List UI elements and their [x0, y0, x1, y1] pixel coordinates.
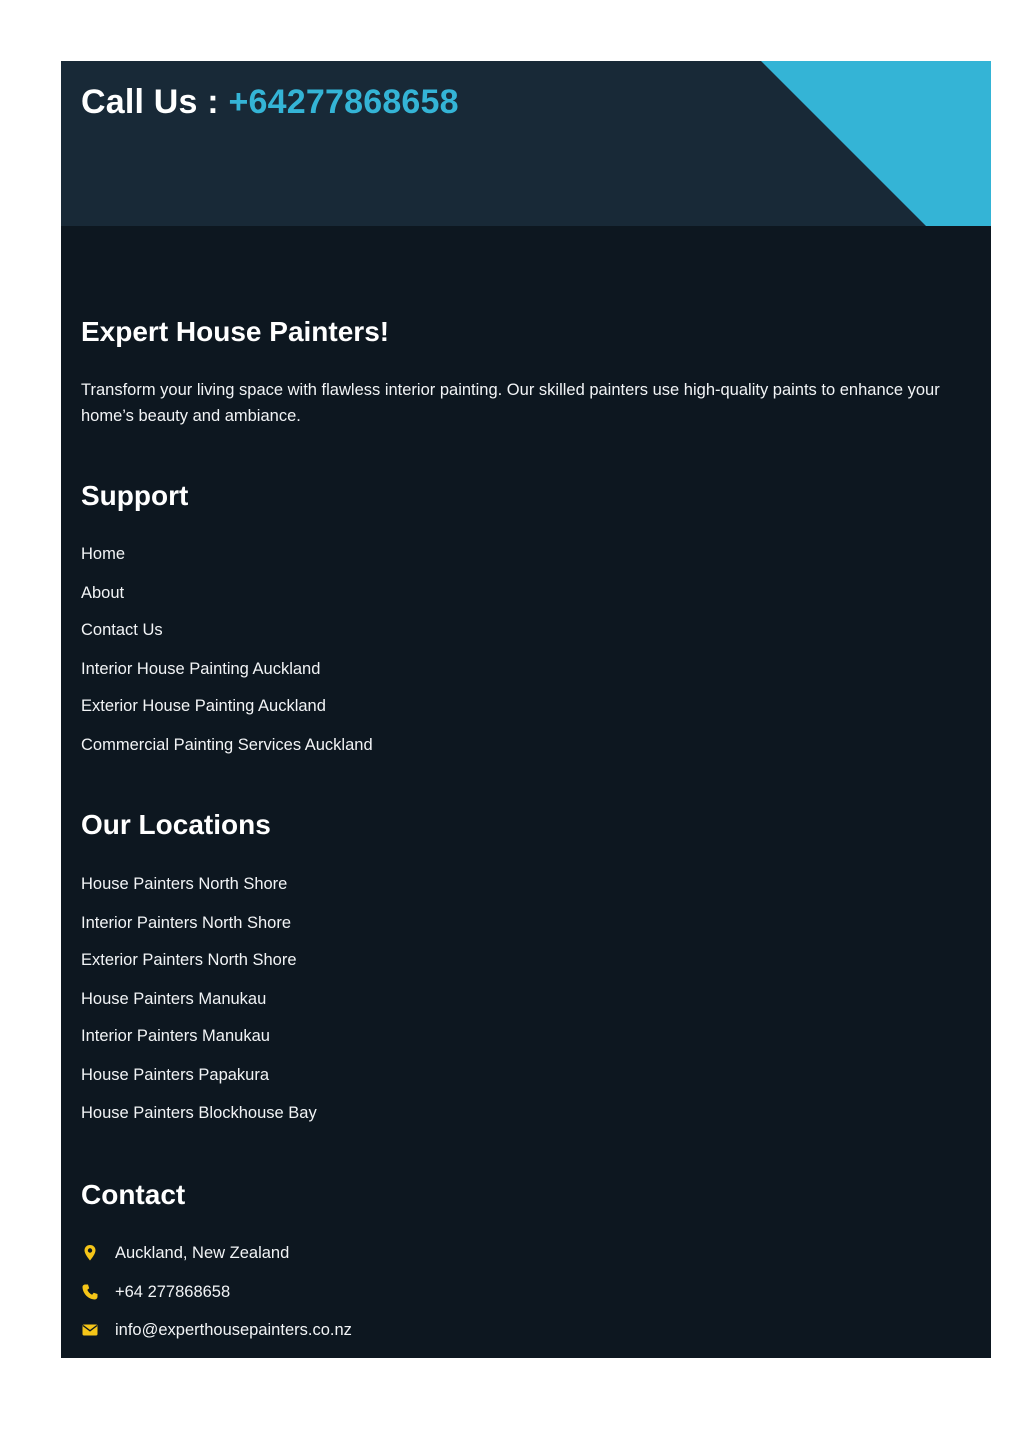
footer-page	[61, 61, 991, 1358]
support-link-exterior-painting[interactable]: Exterior House Painting Auckland	[81, 697, 326, 715]
envelope-icon	[81, 1321, 99, 1339]
phone-icon	[81, 1283, 99, 1301]
support-link-interior-painting[interactable]: Interior House Painting Auckland	[81, 660, 321, 678]
contact-phone[interactable]	[81, 1281, 231, 1303]
location-link-house-papakura[interactable]: House Painters Papakura	[81, 1066, 270, 1084]
support-link-contact-us[interactable]: Contact Us	[81, 621, 163, 639]
about-text: Transform your living space with flawless interior painting. Our skilled painters use high-quality paints to enhance your home’s beauty and ambiance.	[81, 381, 940, 425]
location-link-exterior-north-shore[interactable]: Exterior Painters North Shore	[81, 951, 297, 969]
contact-address	[81, 1242, 290, 1264]
accent-triangle	[761, 61, 991, 226]
support-link-home[interactable]: Home	[81, 545, 126, 563]
location-link-interior-manukau[interactable]: Interior Painters Manukau	[81, 1027, 270, 1045]
location-link-house-blockhouse-bay[interactable]: House Painters Blockhouse Bay	[81, 1104, 317, 1122]
about-heading: Expert House Painters!	[81, 316, 390, 347]
locations-heading: Our Locations	[81, 809, 271, 840]
support-link-commercial-painting[interactable]: Commercial Painting Services Auckland	[81, 736, 373, 754]
call-us-line	[81, 83, 459, 122]
location-link-house-manukau[interactable]: House Painters Manukau	[81, 990, 267, 1008]
map-marker-icon	[81, 1244, 99, 1262]
support-link-about[interactable]: About	[81, 584, 125, 602]
contact-email[interactable]	[81, 1319, 352, 1341]
location-link-interior-north-shore[interactable]: Interior Painters North Shore	[81, 914, 292, 932]
call-banner	[61, 61, 991, 226]
contact-phone-text[interactable]: +64 277868658	[115, 1282, 231, 1301]
contact-email-text[interactable]: info@experthousepainters.co.nz	[115, 1320, 352, 1339]
contact-address-text: Auckland, New Zealand	[115, 1243, 290, 1262]
contact-heading: Contact	[81, 1179, 186, 1210]
support-heading: Support	[81, 480, 189, 511]
call-us-label: Call Us :	[81, 83, 219, 121]
location-link-house-north-shore[interactable]: House Painters North Shore	[81, 875, 288, 893]
call-us-phone-link[interactable]: +64277868658	[228, 83, 459, 121]
